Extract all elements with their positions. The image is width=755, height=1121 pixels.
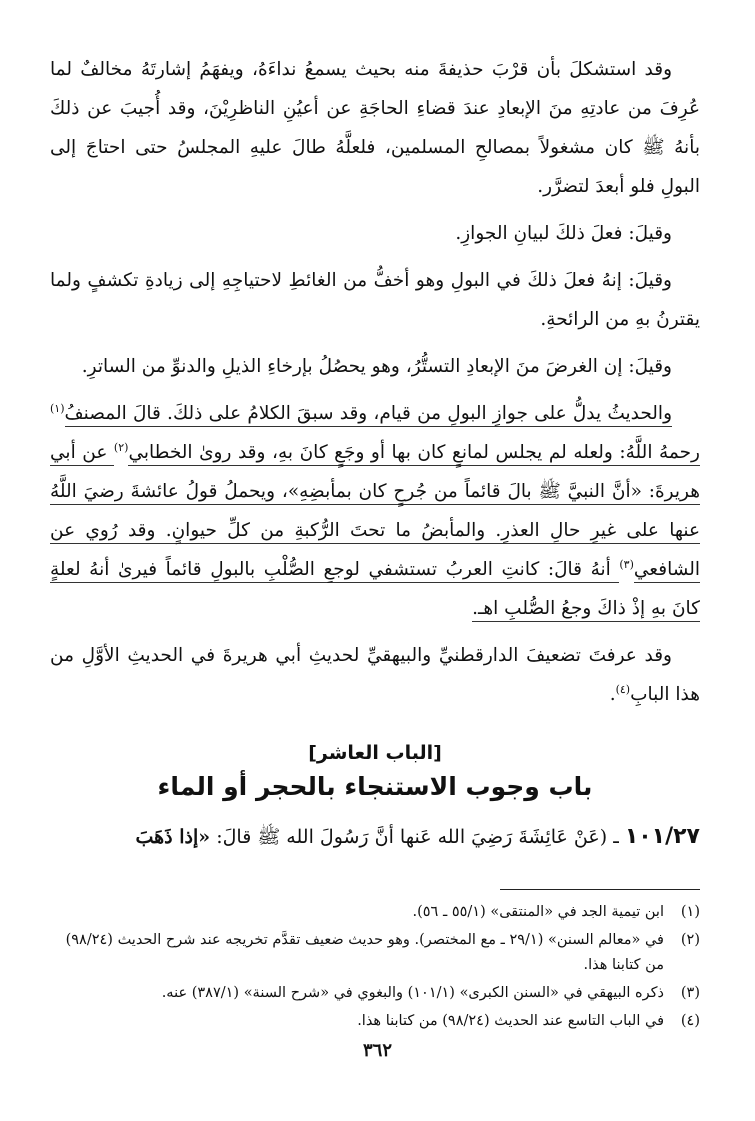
footnotes: [50, 900, 700, 1034]
hadith-dash: ـ: [607, 826, 625, 848]
paragraph-last: [50, 636, 700, 714]
page-number: ٣٦٢: [362, 1040, 392, 1061]
hadith-number: ١٠١/٢٧: [624, 824, 700, 849]
footnote-text: في «معالم السنن» (٢٩/١ ـ مع المختصر). وهو حديث ضعيف تقدَّم تخريجه عند شرح الحديث (٩٨/٢٤) من كتابنا هذا.: [65, 932, 664, 973]
footnote: [50, 1009, 700, 1034]
last-paragraph-end: .: [609, 684, 616, 705]
chapter-label: [الباب العاشر]: [308, 742, 442, 764]
footnote-ref-1[interactable]: (١): [50, 401, 65, 415]
footnote: [50, 900, 700, 925]
footnote-number: (٢): [680, 932, 700, 948]
footnote-text: ذكره البيهقي في «السنن الكبرى» (١٠١/١) والبغوي في «شرح السنة» (٣٨٧/١) عنه.: [161, 985, 664, 1001]
paragraph-2: وقيلَ: فعلَ ذلكَ لبيانِ الجوازِ.: [455, 223, 672, 244]
footnote: [50, 928, 700, 978]
paragraph-1: وقد استشكلَ بأن قرْبَ حذيفةَ منه بحيث يسمعُ نداءَهُ، ويفهَمُ إشارتَهُ مخالفٌ لما عُرِفَ من عادتِهِ منَ الإبعادِ عندَ قضاءِ الحاجَةِ عن أعيُنِ الناظرِيْنَ، وقد أُجيبَ عن ذلكَ بأنهُ ﷺ كان مشغولاً بمصالحِ المسلمين، فلعلَّهُ طالَ عليهِ المجلسُ حتى احتاجَ إلى البولِ فلو أبعدَ لتضرَّر.: [50, 59, 700, 197]
page-body: [50, 50, 700, 1037]
highlight-sentence-1: رحمهُ اللَّهُ: ولعله لم يجلس لمانعٍ كان بها أو وجَعٍ كانَ بهِ، وقد روىٰ الخطابي: [128, 442, 700, 466]
footnote-number: (١): [680, 904, 700, 920]
highlight-sentence-2: عن أبي هريرةَ: «أنَّ النبيَّ ﷺ بالَ قائماً من جُرحٍ كان بمأبضِهِ»، ويحملُ قولُ عائشةَ رضيَ اللَّهُ عنها على غيرِ حالِ العذرِ. والمأبضُ ما تحتَ الرُّكبةِ من كلِّ حيوانٍ. وقد رُوي عن الشافعي: [50, 442, 700, 583]
last-paragraph-text: وقد عرفتَ تضعيفَ الدارقطنيِّ والبيهقيِّ لحديثِ أبي هريرةَ في الحديثِ الأوَّلِ من هذا البابِ: [50, 645, 700, 705]
footnote-number: (٤): [680, 1013, 700, 1029]
highlight-sentence-3: أنهُ قالَ: كانتِ العربُ تستشفي لوجعِ الصُّلْبِ بالبولِ قائماً فيرىٰ أنهُ لعلةٍ كانَ بهِ إذْ ذاكَ وجعُ الصُّلبِ اهـ.: [50, 559, 700, 622]
footnote-text: في الباب التاسع عند الحديث (٩٨/٢٤) من كتابنا هذا.: [357, 1013, 664, 1029]
footnote-number: (٣): [680, 985, 700, 1001]
footnote-ref-3[interactable]: (٣): [619, 557, 634, 571]
highlight-intro: والحديثُ يدلُّ على جوازِ البولِ من قيام، وقد سبقَ الكلامُ على ذلكَ. قالَ المصنفُ: [65, 403, 672, 427]
chapter-title: باب وجوب الاستنجاء بالحجر أو الماء: [157, 772, 593, 801]
footnote-ref-4[interactable]: (٤): [615, 682, 631, 696]
footnote: [50, 981, 700, 1006]
footnote-divider: [500, 889, 700, 890]
hadith-line: [50, 819, 700, 855]
highlighted-paragraph: [50, 394, 700, 628]
footnote-ref-2[interactable]: (٢): [113, 440, 129, 454]
footnote-text: ابن تيمية الجد في «المنتقى» (٥٥/١ ـ ٥٦).: [412, 904, 664, 920]
paragraph-4: وقيلَ: إن الغرضَ منَ الإبعادِ التستُّرُ، وهو يحصُلُ بإرخاءِ الذيلِ والدنوِّ من الساترِ.: [81, 356, 672, 377]
hadith-text: (عَنْ عَائِشَةَ رَضِيَ الله عَنها أنَّ رَسُولَ الله ﷺ قالَ:: [210, 826, 608, 848]
hadith-start: «إذا ذَهَبَ: [135, 826, 211, 848]
paragraph-3: وقيلَ: إنهُ فعلَ ذلكَ في البولِ وهو أخفُّ من الغائطِ لاحتياجِهِ إلى زيادةِ تكشفٍ ولما يقترنُ بهِ من الرائحةِ.: [50, 270, 700, 330]
